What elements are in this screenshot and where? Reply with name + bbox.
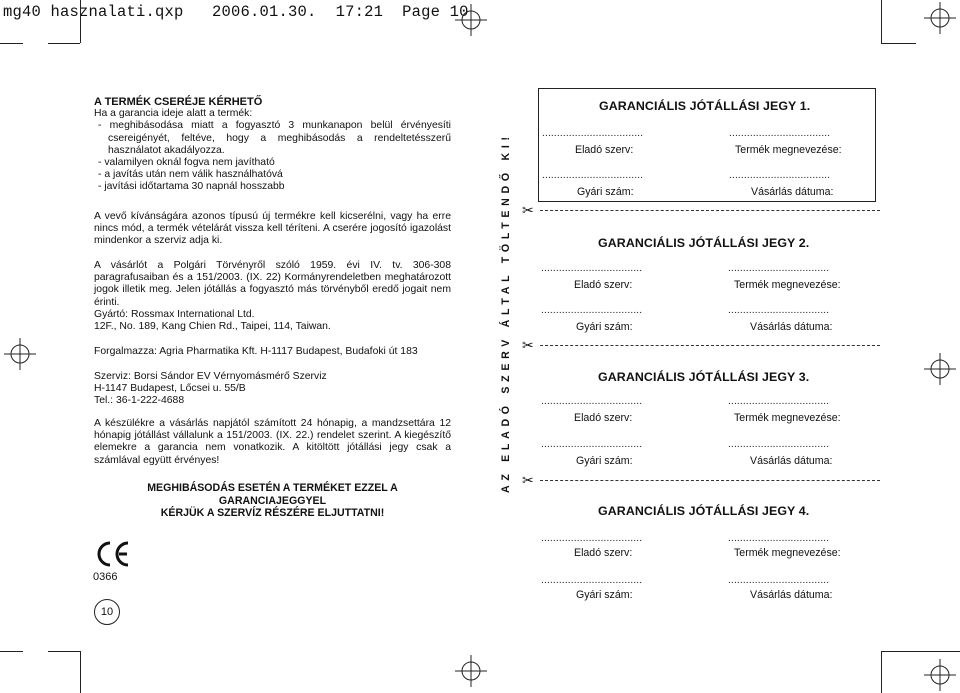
- manufacturer-name: Gyártó: Rossmax International Ltd.: [94, 309, 255, 320]
- seller-label: Eladó szerv:: [574, 412, 633, 424]
- serial-label: Gyári szám:: [576, 321, 633, 333]
- notice-block: [94, 482, 451, 520]
- card-title: GARANCIÁLIS JÓTÁLLÁSI JEGY 1.: [599, 99, 811, 113]
- ce-code: 0366: [93, 571, 118, 583]
- warranty-card-1: [538, 88, 876, 202]
- crop-mark: [0, 43, 23, 44]
- dotted-line: ..................................: [541, 533, 643, 544]
- registration-mark-icon: [4, 338, 36, 370]
- serial-label: Gyári szám:: [576, 589, 633, 601]
- product-label: Termék megnevezése:: [735, 144, 842, 156]
- scissors-icon: ✂: [522, 337, 534, 353]
- warranty-paragraph: A készülékre a vásárlás napjától számított 24 hónapig, a mandzsettára 12 hónapig jótállást vállalunk a 151/2003. (IX. 22.) rendelet szerint. A kiegészítő elemekre a garancia nem vonatkozik. A kitöltött jótállási jegy csak a számlával együtt érvényes!: [94, 418, 451, 466]
- rights-paragraph: A vásárlót a Polgári Törvényről szóló 1959. évi IV. tv. 306-308 paragrafusaiban és a 151/2003. (IX. 22) Kormányrendeletben meghatározott jogok illetik meg. Jelen jótállás a fogyasztó más törvényből eredő jogait nem érinti.: [94, 260, 451, 308]
- dotted-line: ..................................: [541, 575, 643, 586]
- registration-mark-icon: [455, 4, 487, 36]
- cut-line: [540, 480, 880, 481]
- file-header: mg40 hasznalati.qxp 2006.01.30. 17:21 Page 10: [3, 3, 469, 21]
- purchase-date-label: Vásárlás dátuma:: [750, 589, 833, 601]
- dotted-line: ..................................: [541, 305, 643, 316]
- purchase-date-label: Vásárlás dátuma:: [751, 186, 834, 198]
- manufacturer-address: 12F., No. 189, Kang Chien Rd., Taipei, 114, Taiwan.: [94, 321, 331, 333]
- warranty-card-4: [538, 490, 874, 610]
- notice-line: KÉRJÜK A SZERVÍZ RÉSZÉRE ELJUTTATNI!: [160, 507, 385, 519]
- card-title: GARANCIÁLIS JÓTÁLLÁSI JEGY 3.: [598, 370, 810, 384]
- serial-label: Gyári szám:: [577, 186, 634, 198]
- dotted-line: ..................................: [542, 128, 644, 139]
- product-label: Termék megnevezése:: [734, 547, 841, 559]
- ce-mark-icon: [95, 540, 131, 568]
- cut-line: [540, 345, 880, 346]
- intro-text: Ha a garancia ideje alatt a termék:: [94, 108, 253, 120]
- warranty-card-2: [538, 220, 874, 340]
- seller-label: Eladó szerv:: [575, 144, 634, 156]
- crop-mark: [881, 651, 960, 652]
- service-address: H-1147 Budapest, Lőcsei u. 55/B: [94, 383, 246, 395]
- warranty-card-3: [538, 354, 874, 474]
- crop-mark: [881, 0, 882, 43]
- corner-mark-icon: [924, 659, 956, 691]
- card-title: GARANCIÁLIS JÓTÁLLÁSI JEGY 4.: [598, 504, 810, 518]
- scissors-icon: ✂: [522, 202, 534, 218]
- dotted-line: ..................................: [541, 439, 643, 450]
- scissors-icon: ✂: [522, 472, 534, 488]
- crop-mark: [80, 651, 81, 693]
- dotted-line: ..................................: [728, 533, 830, 544]
- notice-line: MEGHIBÁSODÁS ESETÉN A TERMÉKET EZZEL A GARANCIAJEGGYEL: [147, 482, 398, 507]
- seller-label: Eladó szerv:: [574, 279, 633, 291]
- dotted-line: ..................................: [728, 575, 830, 586]
- crop-mark: [0, 651, 23, 652]
- crop-mark: [80, 0, 81, 43]
- product-label: Termék megnevezése:: [734, 279, 841, 291]
- service-name: Szerviz: Borsi Sándor EV Vérnyomásmérő Szerviz: [94, 371, 327, 382]
- dotted-line: ..................................: [728, 396, 830, 407]
- section-title: A TERMÉK CSERÉJE KÉRHETŐ: [94, 96, 263, 108]
- exchange-section: [94, 96, 451, 194]
- purchase-date-label: Vásárlás dátuma:: [750, 321, 833, 333]
- seller-label: Eladó szerv:: [574, 547, 633, 559]
- serial-label: Gyári szám:: [576, 455, 633, 467]
- condition-item: - javítási időtartama 30 napnál hosszabb: [98, 181, 285, 193]
- dotted-line: ..................................: [728, 439, 830, 450]
- registration-mark-icon: [924, 353, 956, 385]
- exchange-paragraph: A vevő kívánságára azonos típusú új termékre kell kicserélni, vagy ha erre nincs mód, a termék vételárát vissza kell téríteni. A cserére jogosító igazolást mindenkor a szerviz adja ki.: [94, 211, 451, 247]
- condition-item: - valamilyen oknál fogva nem javítható: [98, 157, 275, 169]
- dotted-line: ..................................: [541, 263, 643, 274]
- service-block: [94, 371, 451, 408]
- product-label: Termék megnevezése:: [734, 412, 841, 424]
- condition-item: - a javítás után nem válik használhatóvá: [98, 169, 283, 181]
- service-phone: Tel.: 36-1-222-4688: [94, 395, 185, 407]
- dotted-line: ..................................: [729, 170, 831, 181]
- dotted-line: ..................................: [541, 396, 643, 407]
- manufacturer-block: [94, 309, 451, 333]
- registration-mark-icon: [455, 655, 487, 687]
- crop-mark: [48, 651, 80, 652]
- fill-in-instruction: AZ ELADÓ SZERV ÁLTAL TÖLTENDŐ KI!: [500, 132, 512, 493]
- crop-mark: [881, 43, 916, 44]
- crop-mark: [881, 651, 882, 693]
- cut-line: [540, 210, 880, 211]
- distributor-line: Forgalmazza: Agria Pharmatika Kft. H-1117 Budapest, Budafoki út 183: [94, 346, 418, 357]
- purchase-date-label: Vásárlás dátuma:: [750, 455, 833, 467]
- page-number: 10: [94, 599, 120, 625]
- dotted-line: ..................................: [728, 305, 830, 316]
- condition-item: - meghibásodása miatt a fogyasztó 3 munkanapon belül érvényesíti csereigényét, feltéve, hogy a meghibásodás a rendeltetésszerű használatot akadályozza.: [98, 120, 451, 156]
- dotted-line: ..................................: [729, 128, 831, 139]
- dotted-line: ..................................: [542, 170, 644, 181]
- card-title: GARANCIÁLIS JÓTÁLLÁSI JEGY 2.: [598, 236, 810, 250]
- dotted-line: ..................................: [728, 263, 830, 274]
- crop-mark: [48, 43, 80, 44]
- corner-mark-icon: [924, 2, 956, 34]
